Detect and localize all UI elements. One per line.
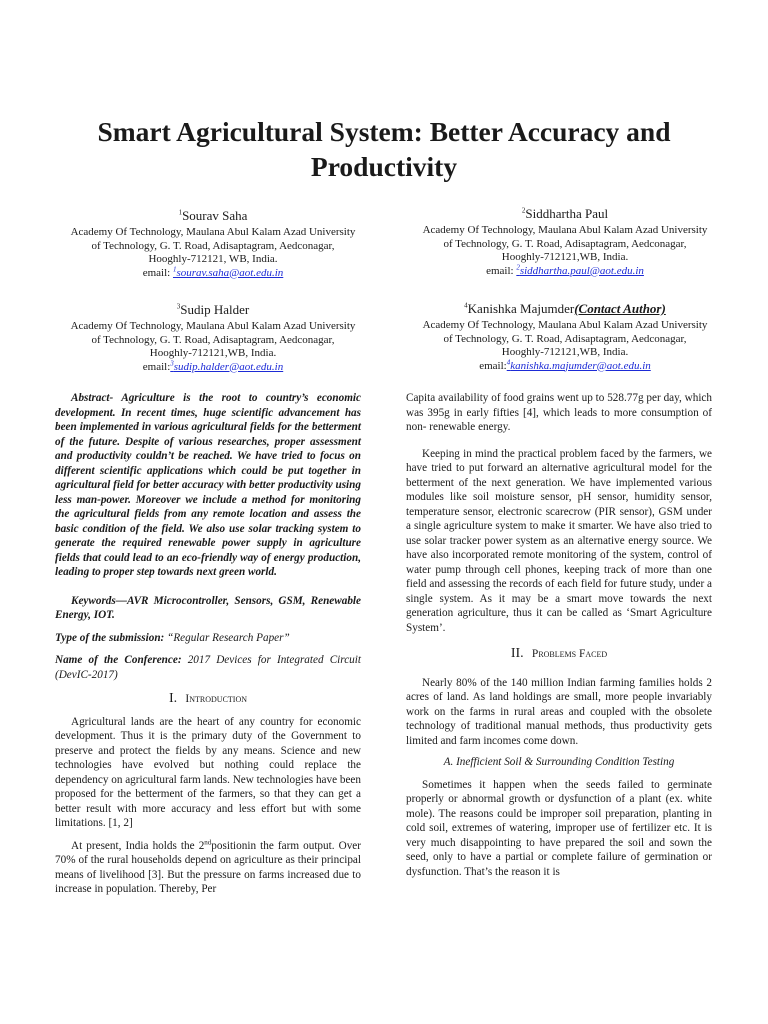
author-email-link[interactable]	[170, 358, 284, 373]
email-text: sudip.halder@aot.edu.in	[173, 360, 284, 373]
author-name	[392, 205, 738, 222]
author-name-text: Kanishka Majumder	[467, 301, 575, 316]
author-affiliation: Academy Of Technology, Maulana Abul Kalam Azad University	[422, 224, 708, 236]
author-name-text: Sudip Halder	[180, 302, 250, 317]
body-paragraph: Capita availability of food grains went up to 528.77g per day, which was 395g in early fifties [4], which leads to more consumption of non- renewable energy.	[406, 392, 712, 433]
email-text: sourav.saha@aot.edu.in	[176, 266, 284, 279]
author-name-text: Siddhartha Paul	[525, 206, 609, 221]
email-text: siddhartha.paul@aot.edu.in	[519, 264, 644, 277]
submission-type	[55, 631, 361, 646]
left-column	[55, 391, 361, 897]
author-email-link[interactable]	[516, 262, 644, 277]
para-text: positionin the farm output. Over 70% of the rural households depend on agriculture as their principal means of livelihood [3]. But the pressure on farms increased due to increase in population. Thereby, Per	[55, 839, 361, 895]
author-block	[392, 300, 738, 373]
conference-name	[55, 653, 361, 682]
email-sup: 1	[172, 264, 177, 273]
author-block	[392, 205, 738, 278]
body-paragraph: Nearly 80% of the 140 million Indian farming families holds 2 acres of land. As land holdings are small, more people invariably work on the farms in rural areas and coupled with the obsolete technology of traditional manual methods, thus productivity gets limited and farm incomes come down.	[406, 676, 712, 747]
email-label: email:	[142, 266, 173, 279]
section-title: Problems Faced	[531, 648, 608, 660]
author-affiliation: Academy Of Technology, Maulana Abul Kalam Azad University	[422, 319, 708, 331]
author-affiliation: Academy Of Technology, Maulana Abul Kalam Azad University	[70, 226, 356, 238]
author-block	[40, 301, 386, 374]
keywords	[55, 594, 361, 623]
author-affiliation: of Technology, G. T. Road, Adisaptagram, Aedconagar,	[91, 333, 335, 346]
keywords-text: AVR Microcontroller, Sensors, GSM, Renewable Energy, IOT.	[55, 594, 361, 621]
submission-value: “Regular Research Paper”	[164, 631, 290, 644]
email-label: email:	[142, 360, 171, 373]
body-paragraph: Keeping in mind the practical problem faced by the farmers, we have tried to put forward an alternative agricultural model for the betterment of the next generation. We have implemented various modules like soil moisture sensor, pH sensor, humidity sensor, temperature sensor, electronic scarecrow (PIR sensor), GSM under a single agriculture system to make it smarter. We have also tried to use solar tracker power system as an alternative energy source. We have also incorporated remote monitoring of the system, control of water pump through cell phones, keeping track of more than one field and assessing the records of each field for future study, under a single system. As it may be a smart move towards the next generation agriculture, thus it can be called as ‘Smart Agriculture System’.	[406, 447, 712, 634]
author-sup: 2	[521, 206, 526, 215]
author-name	[40, 301, 386, 318]
section-number: I.	[168, 691, 178, 706]
author-name	[392, 300, 738, 317]
section-heading-introduction	[55, 692, 361, 707]
author-affiliation: of Technology, G. T. Road, Adisaptagram, Aedconagar,	[443, 237, 687, 250]
author-email-line	[40, 358, 386, 375]
email-sup: 2	[516, 262, 520, 271]
author-name-text: Sourav Saha	[182, 208, 248, 223]
conference-value: 2017 Devices for Integrated Circuit (DevIC-2017)	[55, 654, 361, 681]
author-sup: 1	[178, 208, 183, 217]
author-sup: 3	[176, 302, 181, 311]
author-sup: 4	[464, 301, 468, 310]
email-sup: 3	[170, 358, 174, 367]
email-label: email:	[479, 359, 507, 372]
author-affiliation: Hooghly-712121,WB, India.	[501, 251, 629, 263]
conference-label: Name of the Conference:	[55, 654, 182, 666]
ordinal-sup: nd	[204, 837, 212, 846]
section-number: II.	[510, 646, 524, 661]
contact-author-note: (Contact Author)	[574, 301, 666, 316]
author-block	[40, 207, 386, 280]
email-label: email:	[486, 264, 517, 277]
author-affiliation: Hooghly-712121, WB, India.	[148, 253, 278, 265]
author-name	[40, 207, 386, 224]
author-email-link[interactable]	[172, 264, 284, 279]
author-affiliation: Academy Of Technology, Maulana Abul Kalam Azad University	[70, 320, 356, 332]
author-email-link[interactable]	[506, 357, 651, 372]
abstract: Abstract- Agriculture is the root to country’s economic development. In recent times, huge scientific advancement has been implemented in various agricultural fields for the betterment of the future. Despite of various researches, proper assessment and productivity couldn’t be reached. We have tried to focus on different scientific applications which could be put together in agricultural field for better accuracy with better productivity using less man-power. Moreover we include a method for monitoring the agricultural fields from any remote location and assess the basic condition of the field. We also use solar tracking system to generate the required renewable power supply in agriculture fields that could lead to an eco-friendly way of energy production, leading to proper step towards next green world.	[55, 392, 361, 578]
paper-title: Smart Agricultural System: Better Accuracy and Productivity	[97, 116, 671, 182]
author-affiliation: Hooghly-712121,WB, India.	[149, 347, 277, 359]
body-paragraph: Sometimes it happen when the seeds failed to germinate properly or abnormal growth or dysfunction of a plant (ex. white mole). The reasons could be improper soil preparation, planting in cold soil, extremes of watering, improper use of fertilizer etc. It is very much disappointing to have prepared the soil and sown the seed, only to have a partial or complete failure of germination or dysfunction. That’s the reason it is	[406, 778, 712, 878]
email-text: kanishka.majumder@aot.edu.in	[510, 359, 651, 372]
keywords-label: Keywords—	[71, 594, 127, 607]
author-email-line	[392, 262, 738, 279]
author-email-line	[392, 357, 738, 374]
right-column	[406, 391, 712, 879]
author-affiliation: of Technology, G. T. Road, Adisaptagram, Aedconagar,	[443, 332, 687, 345]
author-affiliation: Hooghly-712121,WB, India.	[501, 346, 629, 358]
intro-paragraph: Agricultural lands are the heart of any country for economic development. Thus it is the primary duty of the Government to preserve and protect the fields by any means. Science and new technologies have evolved but nothing could replace the dependency on agricultural farm lands. New technologies have been proposed for the betterment of the farmers, so that they can get a better result with more accuracy and less effort but with some limitations. [1, 2]	[55, 715, 361, 829]
email-sup: 4	[506, 357, 511, 366]
section-title: Introduction	[185, 693, 248, 705]
intro-paragraph	[55, 839, 361, 897]
subsection-heading: A. Inefficient Soil & Surrounding Condition Testing	[443, 756, 675, 768]
section-heading-problems	[406, 647, 712, 662]
submission-label: Type of the submission:	[55, 631, 165, 644]
para-text: At present, India holds the 2	[71, 839, 205, 852]
author-affiliation: of Technology, G. T. Road, Adisaptagram, Aedconagar,	[91, 239, 335, 252]
author-email-line	[40, 264, 386, 281]
